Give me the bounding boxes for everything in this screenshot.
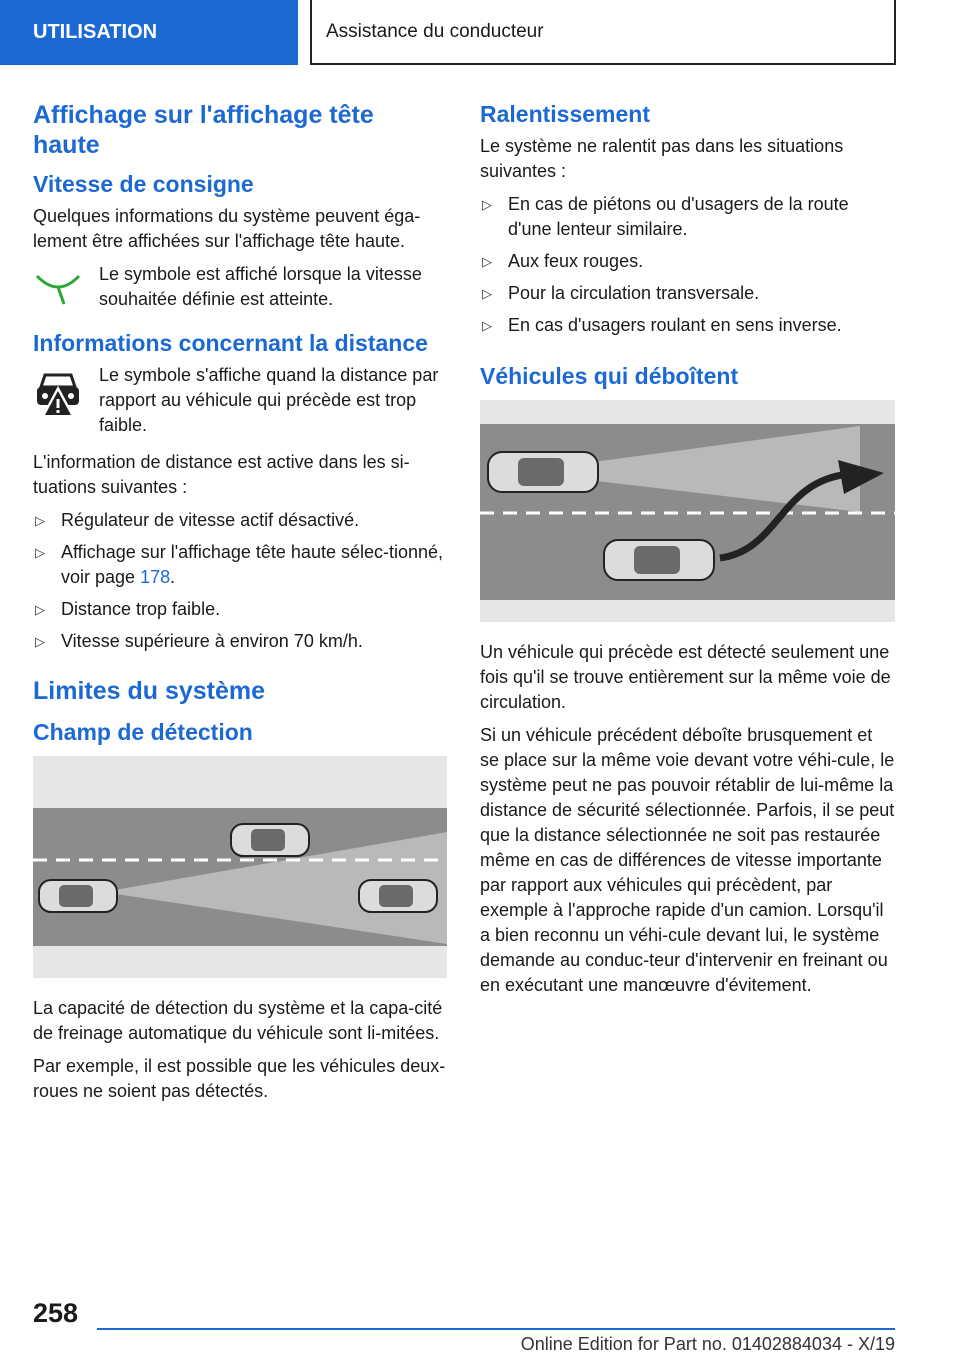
bullet-icon: ▷ xyxy=(482,286,492,301)
heading-slowdown: Ralentissement xyxy=(480,101,651,127)
car-icon xyxy=(604,540,714,580)
bullet-icon: ▷ xyxy=(35,602,45,617)
distance-active-text: L'information de distance est active dans les si-tuations suivantes : xyxy=(33,452,410,497)
heading-field: Champ de détection xyxy=(33,719,253,745)
heading-display: Affichage sur l'affichage tête haute xyxy=(33,101,374,159)
distance-icon-row xyxy=(33,363,447,438)
cut-in-paragraph-1: Un véhicule qui précède est détecté seulement une fois qu'il se trouve entièrement sur la même voie de circulation. xyxy=(480,642,891,712)
speed-icon-text: Le symbole est affiché lorsque la vitesse souhaitée définie est atteinte. xyxy=(99,264,422,309)
field-paragraph-1: La capacité de détection du système et la capa-cité de freinage automatique du véhicule sont li-mitées. xyxy=(33,998,443,1043)
list-item: ▷ Régulateur de vitesse actif désactivé. xyxy=(33,508,447,533)
heading-speed: Vitesse de consigne xyxy=(33,171,254,197)
bullet-icon: ▷ xyxy=(482,197,492,212)
list-item: ▷ Distance trop faible. xyxy=(33,597,447,622)
list-item: ▷ Aux feux rouges. xyxy=(480,249,895,274)
section-tab xyxy=(0,0,298,65)
bullet-icon: ▷ xyxy=(35,513,45,528)
bullet-icon: ▷ xyxy=(35,545,45,560)
heading-distance: Informations concernant la distance xyxy=(33,330,428,356)
distance-icon-text: Le symbole s'affiche quand la distance par rapport au véhicule qui précède est trop faible. xyxy=(99,365,439,435)
footer-edition: Online Edition for Part no. 01402884034 - X/19 xyxy=(520,1334,895,1354)
cut-in-paragraph-2: Si un véhicule précédent déboîte brusquement et se place sur la même voie devant votre véhi-cule, le système peut ne pas pouvoir rétablir de lui-même la distance de sécurité sélectionnée. Parfois, il se peut que la distance sélectionnée ne soit pas restaurée même en cas de différences de vitesse importante par rapport aux véhicules qui précèdent, par exemple à l'approche rapide d'un camion. Lorsqu'il a bien reconnu un véhi-cule devant lui, le système demande au conduc-teur d'intervenir en freinant ou en exécutant une manœuvre d'évitement. xyxy=(480,725,895,995)
car-icon xyxy=(39,880,117,912)
distance-warning-icon xyxy=(33,363,83,438)
list-item: ▷ Vitesse supérieure à environ 70 km/h. xyxy=(33,629,447,654)
list-item: ▷ En cas de piétons ou d'usagers de la route d'une lenteur similaire. xyxy=(482,194,849,239)
heading-limits: Limites du système xyxy=(33,677,266,705)
chapter-header xyxy=(310,0,896,65)
detection-field-figure xyxy=(33,756,447,978)
cut-in-figure xyxy=(480,400,895,622)
list-item: ▷ Affichage sur l'affichage tête haute sélec-tionné, voir page 178. xyxy=(35,542,444,587)
speed-icon-row xyxy=(33,262,447,317)
chapter-title: Assistance du conducteur xyxy=(326,20,544,42)
bullet-icon: ▷ xyxy=(35,634,45,649)
heading-cut-in: Véhicules qui déboîtent xyxy=(480,363,739,389)
set-speed-icon xyxy=(33,262,83,317)
slowdown-paragraph: Le système ne ralentit pas dans les situations suivantes : xyxy=(480,136,844,181)
field-paragraph-2: Par exemple, il est possible que les véhicules deux-roues ne soient pas détectés. xyxy=(33,1056,446,1101)
bullet-icon: ▷ xyxy=(482,254,492,269)
footer-divider xyxy=(97,1328,895,1330)
page-ref-link[interactable]: 178 xyxy=(140,567,171,587)
car-icon xyxy=(231,824,309,856)
distance-conditions-list xyxy=(33,508,447,654)
page-number: 258 xyxy=(33,1298,79,1328)
car-icon xyxy=(488,452,598,492)
car-icon xyxy=(359,880,437,912)
section-title: UTILISATION xyxy=(33,21,158,43)
right-column xyxy=(480,100,895,1006)
list-item: ▷ En cas d'usagers roulant en sens inverse. xyxy=(480,313,895,338)
list-item: ▷ Pour la circulation transversale. xyxy=(480,281,895,306)
left-column xyxy=(33,100,447,1112)
slowdown-list xyxy=(480,192,895,338)
speed-paragraph: Quelques informations du système peuvent éga-lement être affichées sur l'affichage tête haute. xyxy=(33,206,421,251)
bullet-icon: ▷ xyxy=(482,318,492,333)
